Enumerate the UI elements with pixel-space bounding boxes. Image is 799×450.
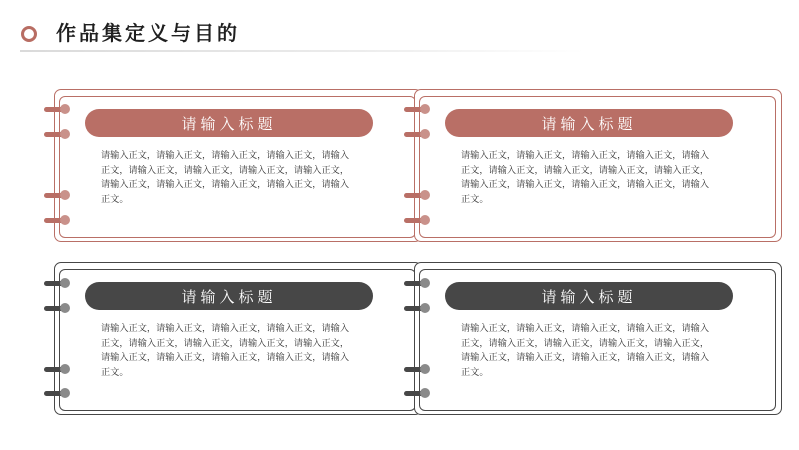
binder-ring-icon <box>44 281 68 286</box>
header-divider <box>20 50 585 52</box>
binder-ring-icon <box>44 132 68 137</box>
binder-ring-icon <box>404 281 428 286</box>
card-body-text: 请输入正文，请输入正文，请输入正文，请输入正文，请输入正文，请输入正文，请输入正文，请输入正文，请输入正文，请输入正文，请输入正文，请输入正文，请输入正文，请输入正文。 <box>461 150 710 205</box>
card-4[interactable] <box>404 262 784 417</box>
card-body-text: 请输入正文，请输入正文，请输入正文，请输入正文，请输入正文，请输入正文，请输入正文，请输入正文，请输入正文，请输入正文，请输入正文，请输入正文，请输入正文，请输入正文。 <box>461 323 710 378</box>
card-title-bar <box>85 109 373 137</box>
binder-ring-icon <box>44 218 68 223</box>
binder-ring-icon <box>404 193 428 198</box>
card-1[interactable] <box>44 89 424 244</box>
card-title-bar <box>445 109 733 137</box>
binder-ring-icon <box>44 367 68 372</box>
page-title: 作品集定义与目的 <box>56 21 240 45</box>
binder-ring-icon <box>404 306 428 311</box>
card-title-bar <box>445 282 733 310</box>
card-title: 请输入标题 <box>181 114 277 133</box>
card-title: 请输入标题 <box>541 114 637 133</box>
binder-ring-icon <box>44 107 68 112</box>
header-circle-icon <box>21 26 37 42</box>
card-title: 请输入标题 <box>541 287 637 306</box>
card-3[interactable] <box>44 262 424 417</box>
binder-ring-icon <box>404 107 428 112</box>
card-body-text: 请输入正文，请输入正文，请输入正文，请输入正文，请输入正文，请输入正文，请输入正文，请输入正文，请输入正文，请输入正文，请输入正文，请输入正文，请输入正文，请输入正文。 <box>101 150 350 205</box>
binder-ring-icon <box>44 306 68 311</box>
card-title-bar <box>85 282 373 310</box>
binder-ring-icon <box>404 367 428 372</box>
binder-ring-icon <box>44 193 68 198</box>
card-title: 请输入标题 <box>181 287 277 306</box>
binder-ring-icon <box>404 391 428 396</box>
binder-ring-icon <box>404 218 428 223</box>
card-2[interactable] <box>404 89 784 244</box>
card-body-text: 请输入正文，请输入正文，请输入正文，请输入正文，请输入正文，请输入正文，请输入正文，请输入正文，请输入正文，请输入正文，请输入正文，请输入正文，请输入正文，请输入正文。 <box>101 323 350 378</box>
binder-ring-icon <box>44 391 68 396</box>
binder-ring-icon <box>404 132 428 137</box>
